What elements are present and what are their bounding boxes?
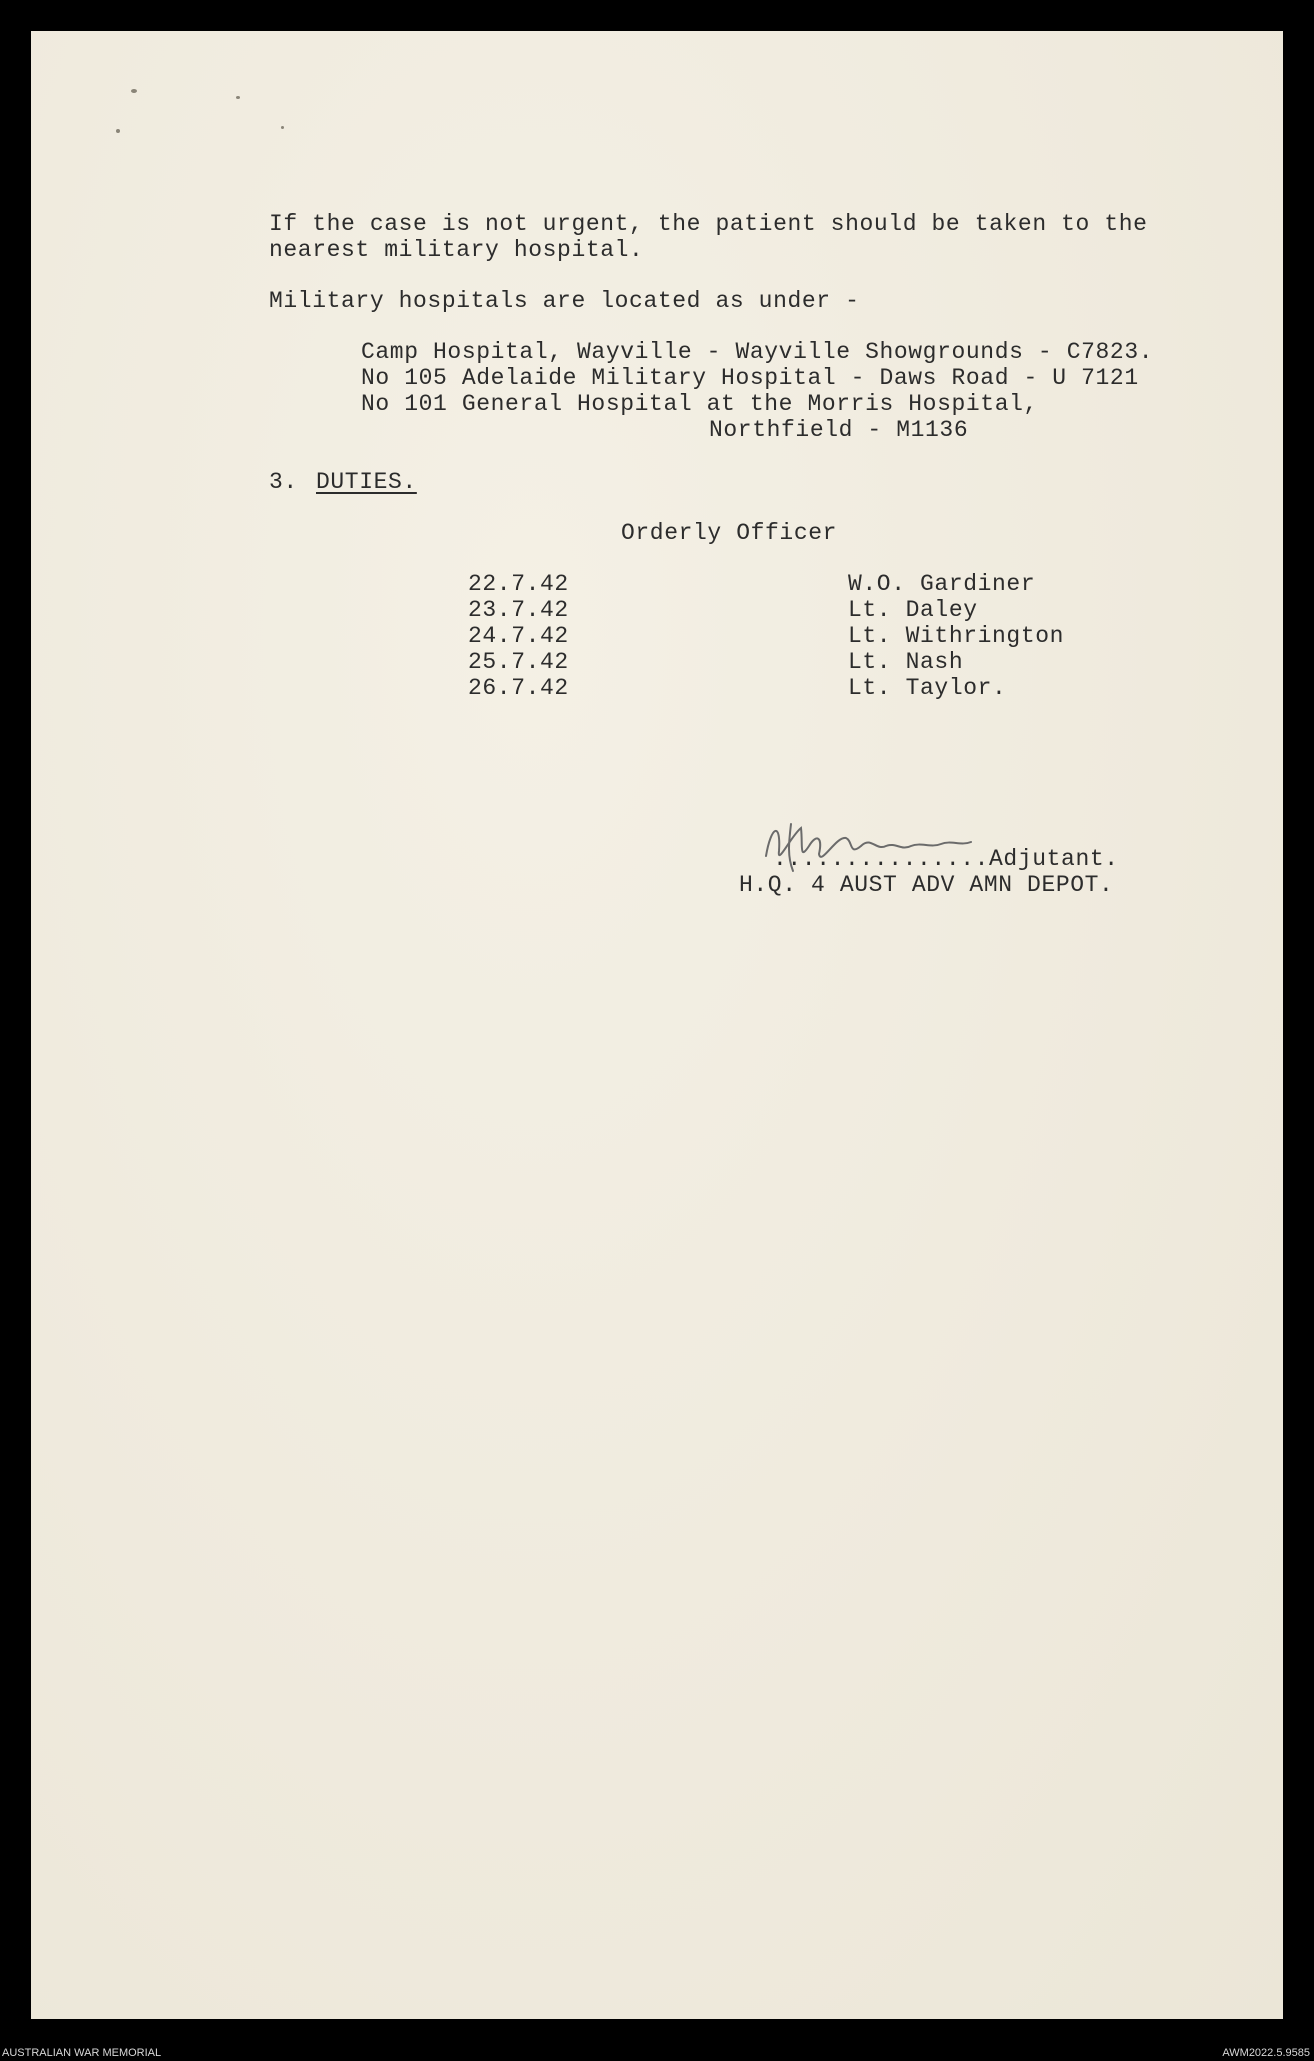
duty-officer: W.O. Gardiner — [848, 571, 1036, 597]
hospital-line: No 101 General Hospital at the Morris Hospital, — [361, 391, 1038, 417]
duty-officer: Lt. Daley — [848, 597, 978, 623]
section-title: DUTIES. — [316, 469, 417, 495]
duty-officer: Lt. Withrington — [848, 623, 1065, 649]
duty-officer: Lt. Nash — [848, 649, 964, 675]
paragraph-line: nearest military hospital. — [269, 237, 644, 263]
duty-heading: Orderly Officer — [621, 520, 838, 546]
duty-date: 26.7.42 — [468, 675, 569, 701]
pin-mark — [281, 126, 284, 129]
pin-mark — [131, 89, 137, 93]
duty-officer: Lt. Taylor. — [848, 675, 1007, 701]
signature-org: H.Q. 4 AUST ADV AMN DEPOT. — [739, 872, 1114, 898]
footer-accession-number: AWM2022.5.9585 — [1222, 2047, 1310, 2059]
hospital-line: Camp Hospital, Wayville - Wayville Showgrounds - C7823. — [361, 339, 1154, 365]
signature-line: ...............Adjutant. — [773, 846, 1119, 872]
hospital-line: No 105 Adelaide Military Hospital - Daws Road - U 7121 — [361, 365, 1139, 391]
document-page — [31, 31, 1283, 2019]
section-number: 3. — [269, 469, 298, 495]
footer-credit: AUSTRALIAN WAR MEMORIAL — [2, 2047, 162, 2059]
paragraph-line: Military hospitals are located as under - — [269, 288, 860, 314]
duty-date: 24.7.42 — [468, 623, 569, 649]
duty-date: 22.7.42 — [468, 571, 569, 597]
pin-mark — [116, 129, 120, 133]
paragraph-line: If the case is not urgent, the patient should be taken to the — [269, 211, 1148, 237]
duty-date: 23.7.42 — [468, 597, 569, 623]
duty-date: 25.7.42 — [468, 649, 569, 675]
hospital-line: Northfield - M1136 — [709, 417, 969, 443]
pin-mark — [236, 96, 240, 99]
